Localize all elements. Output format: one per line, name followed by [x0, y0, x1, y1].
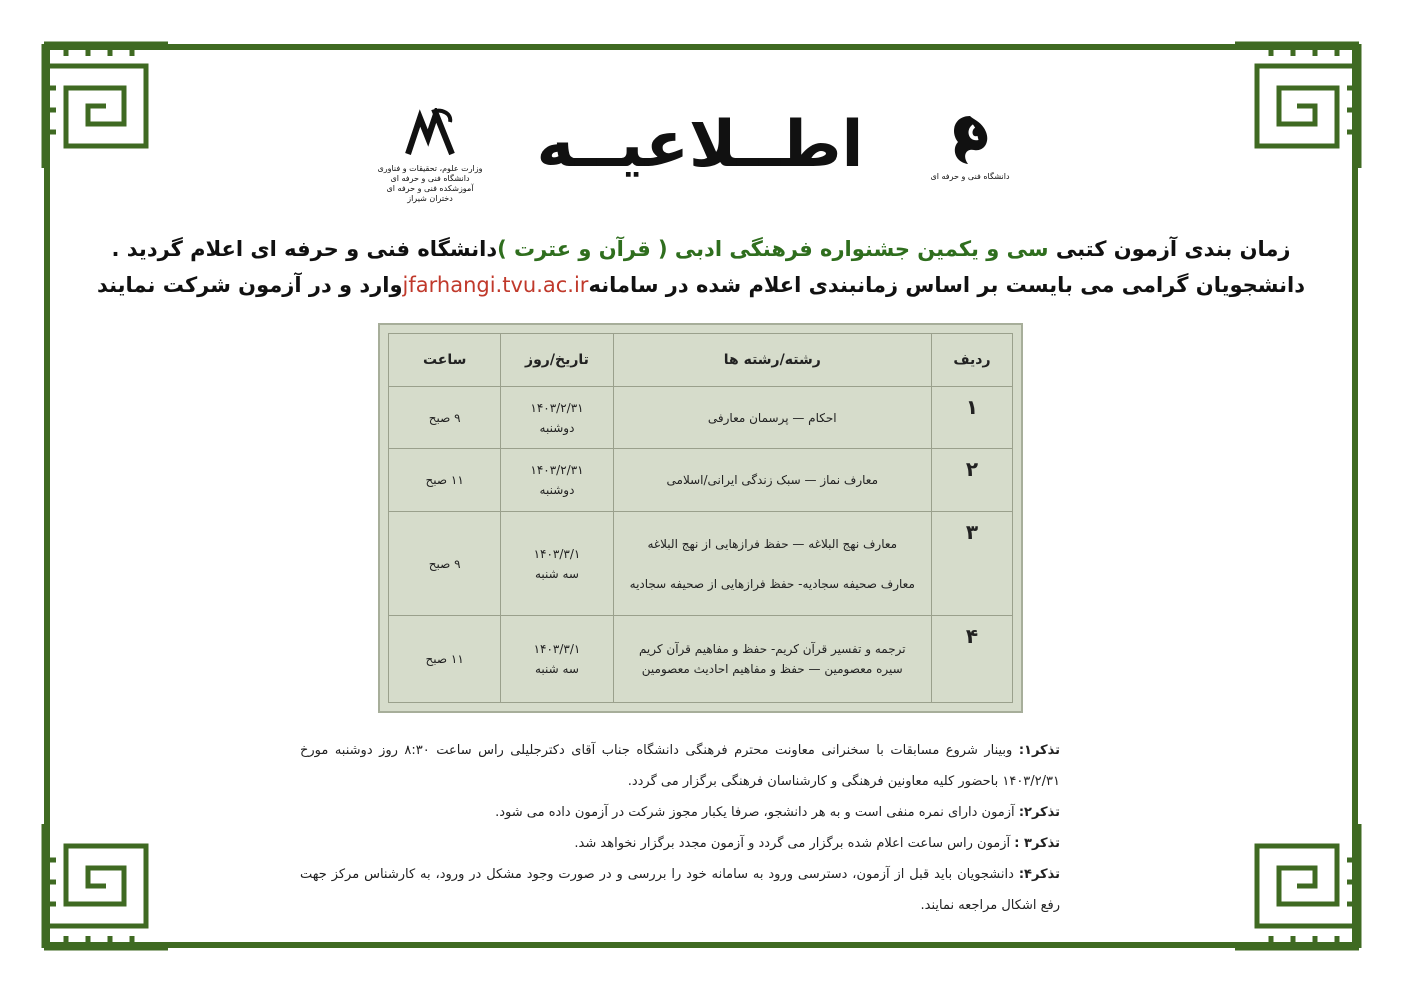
header-time: ساعت: [389, 334, 501, 387]
note-text: آزمون راس ساعت اعلام شده برگزار می گردد و آزمون مجدد برگزار نخواهد شد.: [574, 836, 1015, 851]
note-item: [300, 797, 1060, 828]
date-value: ۱۴۰۳/۳/۱: [533, 546, 581, 561]
note-label: تذکر۳ :: [1014, 836, 1060, 851]
subject-line: معارف نماز — سبک زندگی ایرانی/اسلامی: [666, 473, 878, 488]
note-text: وبینار شروع مسابقات با سخنرانی معاونت محترم فرهنگی دانشگاه جناب آقای دکترجلیلی راس ساعت ۸:۳۰ روز دوشنبه مورخ ۱۴۰۳/۲/۳۱ باحضور کلیه معاونین فرهنگی و کارشناسان فرهنگی برگزار می گردد.: [300, 743, 1060, 789]
row-number: ۳: [931, 511, 1012, 616]
table-row: [389, 449, 1013, 511]
note-text: آزمون دارای نمره منفی است و به هر دانشجو، صرفا یکبار مجوز شرکت در آزمون داده می شود.: [495, 805, 1019, 820]
festival-name: سی و یکمین جشنواره فرهنگی ادبی ( قرآن و عترت ): [497, 237, 1049, 261]
row-subject: [613, 387, 931, 449]
row-time: ۹ صبح: [389, 387, 501, 449]
university-logo: [925, 112, 1015, 182]
row-number: ۱: [931, 387, 1012, 449]
note-item: [300, 859, 1060, 921]
table-header-row: [389, 334, 1013, 387]
announcement-line-1-part-c: دانشگاه فنی و حرفه ای اعلام گردید .: [111, 237, 498, 261]
corner-ornament-top-right: [1227, 36, 1367, 176]
corner-ornament-top-left: [36, 36, 176, 176]
row-subject: [613, 449, 931, 511]
exam-schedule-table: [378, 323, 1023, 713]
table-row: [389, 387, 1013, 449]
note-text: دانشجویان باید قبل از آزمون، دسترسی ورود به سامانه خود را بررسی و در صورت وجود مشکل در ورود، به کارشناس مرکز جهت رفع اشکال مراجعه نمایند.: [300, 867, 1060, 913]
corner-ornament-bottom-right: [1227, 816, 1367, 956]
note-label: تذکر۴:: [1018, 867, 1060, 882]
note-item: [300, 828, 1060, 859]
day-value: سه شنبه: [534, 566, 579, 581]
university-logo-icon: [944, 112, 996, 168]
row-date: [501, 616, 613, 703]
header-row-number: ردیف: [931, 334, 1012, 387]
subject-line: معارف نهج البلاغه — حفظ فرازهایی از نهج البلاغه: [647, 536, 898, 551]
row-date: [501, 511, 613, 616]
note-label: تذکر۱:: [1018, 743, 1060, 758]
subject-line: سیره معصومین — حفظ و مفاهیم احادیث معصومین: [641, 662, 903, 677]
date-value: ۱۴۰۳/۲/۳۱: [530, 463, 584, 478]
announcement-line-2: [90, 273, 1312, 297]
announcement-line-1-part-a: زمان بندی آزمون کتبی: [1048, 237, 1291, 261]
row-time: ۱۱ صبح: [389, 449, 501, 511]
date-value: ۱۴۰۳/۳/۱: [533, 642, 581, 657]
subject-line: معارف صحیفه سجادیه- حفظ فرازهایی از صحیفه سجادیه: [629, 576, 915, 591]
row-time: ۱۱ صبح: [389, 616, 501, 703]
notes-section: [300, 735, 1060, 921]
announcement-line-2-part-a: دانشجویان گرامی می بایست بر اساس زمانبندی اعلام شده در سامانه: [588, 273, 1306, 297]
row-number: ۲: [931, 449, 1012, 511]
announcement-line-2-part-b: وارد و در آزمون شرکت نمایند: [96, 273, 403, 297]
row-date: [501, 387, 613, 449]
header-date: تاریخ/روز: [501, 334, 613, 387]
table-row: [389, 511, 1013, 616]
page-title: اطــلاعیــه: [536, 108, 864, 182]
table-row: [389, 616, 1013, 703]
subject-line: احکام — پرسمان معارفی: [707, 410, 837, 425]
faculty-logo-caption-3: آموزشکده فنی و حرفه ای دختران شیراز: [386, 184, 474, 203]
header-subject: رشته/رشته ها: [613, 334, 931, 387]
row-time: ۹ صبح: [389, 511, 501, 616]
subject-line: ترجمه و تفسیر قرآن کریم- حفظ و مفاهیم قرآن کریم: [638, 642, 906, 657]
system-link[interactable]: jfarhangi.tvu.ac.ir: [402, 273, 589, 297]
row-date: [501, 449, 613, 511]
day-value: دوشنبه: [539, 483, 575, 498]
corner-ornament-bottom-left: [36, 816, 176, 956]
day-value: دوشنبه: [539, 420, 575, 435]
faculty-logo: [375, 108, 485, 204]
day-value: سه شنبه: [534, 662, 579, 677]
faculty-logo-caption-1: وزارت علوم، تحقیقات و فناوری: [377, 164, 483, 173]
university-logo-caption: دانشگاه فنی و حرفه ای: [930, 172, 1010, 181]
faculty-logo-icon: [398, 108, 462, 160]
note-label: تذکر۲:: [1018, 805, 1060, 820]
row-subject: [613, 511, 931, 616]
note-item: [300, 735, 1060, 797]
row-number: ۴: [931, 616, 1012, 703]
announcement-line-1: [90, 237, 1312, 261]
date-value: ۱۴۰۳/۲/۳۱: [530, 400, 584, 415]
row-subject: [613, 616, 931, 703]
faculty-logo-caption-2: دانشگاه فنی و حرفه ای: [390, 174, 470, 183]
